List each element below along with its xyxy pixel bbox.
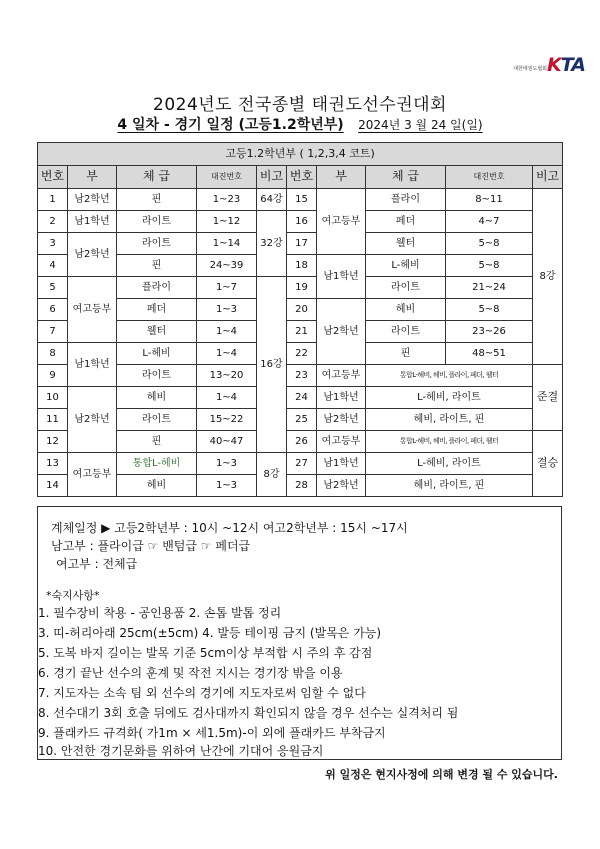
weight-class: 라이트	[117, 409, 197, 431]
division: 남1학년	[317, 255, 366, 299]
table-row	[38, 409, 563, 431]
header-cell: 대진번호	[197, 166, 257, 189]
bracket-range: 1~14	[197, 233, 257, 255]
header-cell: 비고	[533, 166, 563, 189]
header-cell: 부	[68, 166, 117, 189]
weight-class: 핀	[117, 431, 197, 453]
kta-logo	[497, 52, 585, 76]
bracket-range: 1~3	[197, 299, 257, 321]
weight-class: 핀	[366, 343, 446, 365]
match-number: 10	[38, 387, 68, 409]
match-number: 17	[287, 233, 317, 255]
division: 여고등부	[317, 365, 366, 387]
weight-class: 웰터	[117, 321, 197, 343]
logo-mark: KTA	[547, 54, 585, 76]
merged-weight-classes: L-헤비, 라이트	[366, 387, 533, 409]
weight-class: 웰터	[366, 233, 446, 255]
table-row	[38, 431, 563, 453]
bracket-range: 5~8	[446, 255, 533, 277]
table-row	[38, 211, 563, 233]
match-number: 19	[287, 277, 317, 299]
division: 여고등부	[68, 453, 117, 497]
page-title: 2024년도 전국종별 태권도선수권대회	[153, 95, 447, 115]
weight-class: 라이트	[366, 321, 446, 343]
match-number: 13	[38, 453, 68, 475]
weight-class: 플라이	[117, 277, 197, 299]
weight-class: 핀	[117, 255, 197, 277]
bracket-range: 1~7	[197, 277, 257, 299]
match-number: 28	[287, 475, 317, 497]
bracket-range: 48~51	[446, 343, 533, 365]
note-item: 6. 경기 끝난 선수의 훈계 및 작전 지시는 경기장 밖을 이용	[38, 666, 343, 680]
bracket-range: 40~47	[197, 431, 257, 453]
match-number: 24	[287, 387, 317, 409]
division: 여고등부	[317, 431, 366, 453]
weight-class: 헤비	[117, 475, 197, 497]
bracket-range: 1~3	[197, 475, 257, 497]
bracket-range: 1~4	[197, 387, 257, 409]
round-note: 준결	[533, 365, 563, 431]
match-number: 15	[287, 189, 317, 211]
match-number: 22	[287, 343, 317, 365]
division: 남1학년	[68, 211, 117, 233]
division: 남1학년	[68, 343, 117, 387]
girls-weigh-in-order: 여고부 : 전체급	[56, 557, 138, 571]
round-note: 32강	[257, 211, 287, 277]
division: 남2학년	[68, 233, 117, 277]
match-number: 25	[287, 409, 317, 431]
match-number: 14	[38, 475, 68, 497]
subtitle-date: 2024년 3 월 24 일(일)	[358, 118, 483, 132]
table-row	[38, 321, 563, 343]
weight-class: 라이트	[117, 233, 197, 255]
bracket-range: 1~12	[197, 211, 257, 233]
bracket-range: 1~4	[197, 321, 257, 343]
division: 남2학년	[68, 189, 117, 211]
match-number: 1	[38, 189, 68, 211]
weight-class: L-헤비	[117, 343, 197, 365]
table-row	[38, 189, 563, 211]
merged-weight-classes: 헤비, 라이트, 핀	[366, 475, 533, 497]
merged-weight-classes: 통합L-헤비, 헤비, 플라이, 페더, 웰터	[366, 431, 533, 453]
division: 남1학년	[317, 453, 366, 475]
match-number: 16	[287, 211, 317, 233]
bracket-range: 1~3	[197, 453, 257, 475]
weight-class: 페더	[117, 299, 197, 321]
bracket-range: 5~8	[446, 233, 533, 255]
division: 남2학년	[317, 475, 366, 497]
bracket-range: 5~8	[446, 299, 533, 321]
boys-weigh-in-order: 남고부 : 플라이급 ☞ 밴텀급 ☞ 페더급	[51, 539, 251, 553]
match-number: 9	[38, 365, 68, 387]
merged-weight-classes: L-헤비, 라이트	[366, 453, 533, 475]
weight-class: 플라이	[366, 189, 446, 211]
header-cell: 번호	[287, 166, 317, 189]
bracket-range: 21~24	[446, 277, 533, 299]
logo-org-text: 대한태권도협회	[513, 66, 547, 72]
table-row	[38, 387, 563, 409]
note-item: 8. 선수대기 3회 호출 뒤에도 검사대까지 확인되지 않을 경우 선수는 실격처리 됨	[38, 706, 459, 720]
table-caption: 고등1.2학년부 ( 1,2,3,4 코트)	[38, 143, 563, 166]
bracket-range: 23~26	[446, 321, 533, 343]
weight-class: 핀	[117, 189, 197, 211]
round-note: 64강	[257, 189, 287, 211]
bracket-range: 1~4	[197, 343, 257, 365]
bracket-range: 13~20	[197, 365, 257, 387]
table-row	[38, 365, 563, 387]
round-note: 8강	[533, 189, 563, 365]
note-item: 3. 띠-허리아래 25cm(±5cm) 4. 발등 테이핑 금지 (발목은 가능)	[38, 626, 382, 640]
weight-class: 통합L-헤비	[117, 453, 197, 475]
round-note: 결승	[533, 431, 563, 497]
match-number: 2	[38, 211, 68, 233]
table-row	[38, 453, 563, 475]
division: 남2학년	[317, 299, 366, 365]
bracket-range: 8~11	[446, 189, 533, 211]
match-number: 21	[287, 321, 317, 343]
weight-class: 라이트	[366, 277, 446, 299]
table-row	[38, 299, 563, 321]
weight-class: 헤비	[366, 299, 446, 321]
page-subtitle	[0, 114, 600, 134]
match-number: 18	[287, 255, 317, 277]
bracket-range: 24~39	[197, 255, 257, 277]
match-number: 3	[38, 233, 68, 255]
notes-box	[37, 506, 562, 760]
match-number: 26	[287, 431, 317, 453]
match-number: 4	[38, 255, 68, 277]
header-cell: 체 급	[366, 166, 446, 189]
notes-heading: *숙지사항*	[46, 589, 100, 602]
table-row	[38, 277, 563, 299]
match-number: 27	[287, 453, 317, 475]
merged-weight-classes: 헤비, 라이트, 핀	[366, 409, 533, 431]
match-number: 8	[38, 343, 68, 365]
match-number: 7	[38, 321, 68, 343]
table-row	[38, 233, 563, 255]
match-number: 11	[38, 409, 68, 431]
match-number: 23	[287, 365, 317, 387]
bracket-range: 1~23	[197, 189, 257, 211]
header-cell: 체 급	[117, 166, 197, 189]
weight-class: 헤비	[117, 387, 197, 409]
weigh-in-schedule: 계체일정 ▶ 고등2학년부 : 10시 ~12시 여고2학년부 : 15시 ~17시	[51, 521, 408, 535]
note-item: 10. 안전한 경기문화를 위하여 난간에 기대어 응원금지	[38, 744, 324, 758]
bracket-range: 15~22	[197, 409, 257, 431]
round-note: 8강	[257, 453, 287, 497]
table-row	[38, 475, 563, 497]
match-number: 20	[287, 299, 317, 321]
match-number: 6	[38, 299, 68, 321]
header-cell: 비고	[257, 166, 287, 189]
division: 여고등부	[68, 277, 117, 343]
bracket-range: 4~7	[446, 211, 533, 233]
header-cell: 대진번호	[446, 166, 533, 189]
table-header-row	[38, 166, 563, 189]
note-item: 9. 플래카드 규격화( 가1m × 세1.5m)-이 외에 플래카드 부착금지	[38, 726, 386, 740]
footer-notice: 위 일정은 현지사정에 의해 변경 될 수 있습니다.	[325, 768, 558, 781]
weight-class: 라이트	[117, 211, 197, 233]
division: 여고등부	[317, 189, 366, 255]
table-row	[38, 255, 563, 277]
weight-class: 페더	[366, 211, 446, 233]
subtitle-main: 4 일차 - 경기 일정 (고등1.2학년부)	[117, 117, 344, 133]
weight-class: 라이트	[117, 365, 197, 387]
note-item: 1. 필수장비 착용 - 공인용품 2. 손톱 발톱 정리	[38, 606, 282, 620]
merged-weight-classes: 통합L-헤비, 헤비, 플라이, 페더, 웰터	[366, 365, 533, 387]
division: 남2학년	[317, 409, 366, 431]
weight-class: L-헤비	[366, 255, 446, 277]
match-number: 5	[38, 277, 68, 299]
table-row	[38, 343, 563, 365]
division: 남1학년	[317, 387, 366, 409]
note-item: 7. 지도자는 소속 팀 외 선수의 경기에 지도자로써 임할 수 없다	[38, 686, 366, 700]
note-item: 5. 도복 바지 길이는 발목 기준 5cm이상 부적합 시 주의 후 감점	[38, 646, 373, 660]
match-number: 12	[38, 431, 68, 453]
header-cell: 번호	[38, 166, 68, 189]
header-cell: 부	[317, 166, 366, 189]
division: 남2학년	[68, 387, 117, 453]
round-note: 16강	[257, 277, 287, 453]
schedule-table	[37, 142, 563, 497]
